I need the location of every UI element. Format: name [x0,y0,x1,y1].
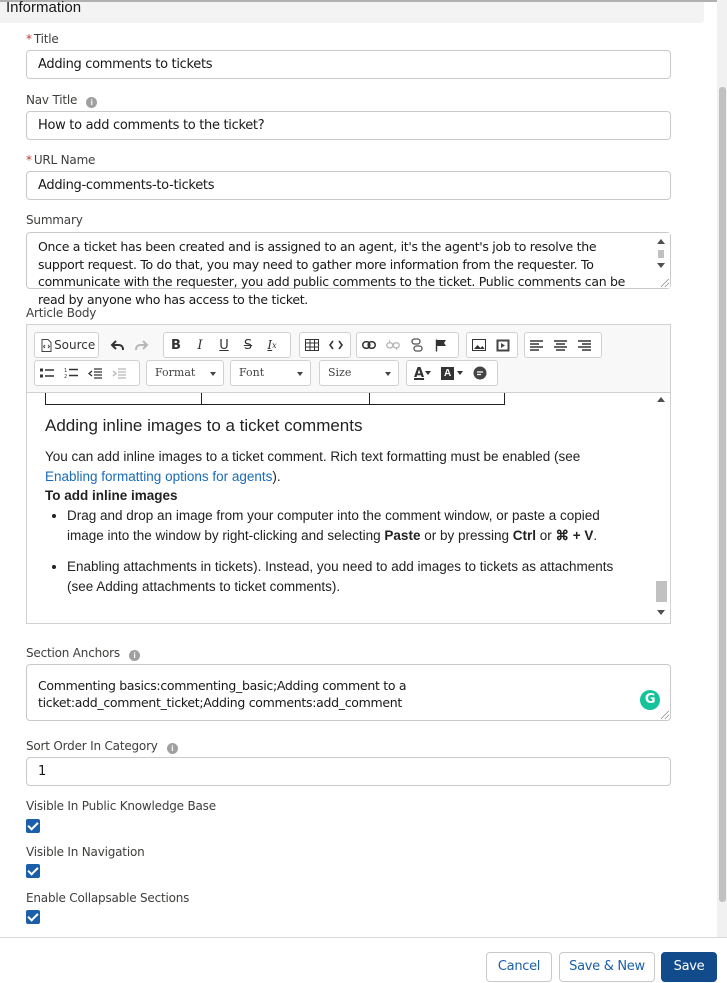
visible-navigation-label: Visible In Navigation [26,845,145,859]
url-name-label [26,153,95,167]
section-header-information[interactable] [0,2,704,23]
comment-bubble-icon[interactable] [469,361,491,385]
media-group [466,332,518,358]
grammarly-icon[interactable]: G [640,690,660,710]
anchor-link-icon[interactable] [405,333,429,357]
code-icon[interactable] [324,333,348,357]
sort-order-label [26,739,178,754]
nav-title-input[interactable]: How to add comments to the ticket? [26,111,671,140]
editor-scrollbar[interactable] [653,393,670,623]
source-button[interactable] [34,332,99,358]
unlink-icon[interactable] [381,333,405,357]
sort-order-input[interactable]: 1 [26,757,671,786]
editor-paragraph [45,447,625,487]
list-item-text: or [536,528,556,543]
list-indent-group [34,360,140,386]
visible-public-kb-label: Visible In Public Knowledge Base [26,799,216,813]
section-anchors-label-text: Section Anchors [26,646,120,660]
svg-text:2: 2 [64,374,68,380]
enable-collapsable-label: Enable Collapsable Sections [26,891,190,905]
bulleted-list-icon[interactable] [35,361,59,385]
cancel-button[interactable]: Cancel [486,952,552,982]
svg-text:1: 1 [64,368,68,374]
align-right-icon[interactable] [573,333,597,357]
required-marker: * [26,32,32,46]
insert-group [299,332,351,358]
size-select[interactable] [319,360,399,386]
editor-heading: Adding inline images to a ticket comments [45,416,363,435]
info-icon[interactable]: i [167,743,178,754]
scroll-thumb[interactable] [656,581,667,602]
resize-grip-icon[interactable] [661,279,669,287]
link-group [356,332,459,358]
strikethrough-button[interactable]: S [243,337,253,353]
color-group [406,360,498,386]
editor-content-area[interactable] [27,393,652,623]
summary-label: Summary [26,213,83,227]
table-divider [369,393,370,405]
list-item-text: or by pressing [420,528,513,543]
scroll-down-icon[interactable] [657,610,665,615]
paragraph-text: You can add inline images to a ticket comment. Rich text formatting must be enabled (see [45,449,581,464]
list-item-text: . [593,528,598,543]
table-icon[interactable] [300,333,324,357]
required-marker: * [26,153,32,167]
font-select-label: Font [239,366,265,379]
section-anchors-label [26,646,140,661]
font-select[interactable] [230,360,311,386]
visible-public-kb-checkbox[interactable] [26,819,40,833]
size-select-label: Size [328,366,352,379]
numbered-list-icon[interactable] [59,361,83,385]
paragraph-end: ). [272,469,281,484]
underline-button[interactable]: U [219,337,229,353]
list-item-bold: Paste [384,528,421,543]
summary-textarea[interactable] [26,232,671,307]
format-select-label: Format [155,366,196,379]
rich-text-editor [26,324,671,624]
resize-grip-icon[interactable] [661,711,669,719]
list-item-bold: ⌘ + V [555,528,594,543]
list-item-text: Drag and drop an image from your computer into the comment window, or paste a copied image into the window by right-clicking and selecting [67,508,600,543]
scroll-up-icon[interactable] [657,397,665,402]
video-icon[interactable] [491,333,515,357]
align-center-icon[interactable] [549,333,573,357]
save-and-new-button[interactable]: Save & New [559,952,655,982]
enabling-formatting-link[interactable]: Enabling formatting options for agents [45,469,273,484]
enable-collapsable-checkbox[interactable] [26,910,40,924]
list-item: • Enabling attachments in tickets). Instead, you need to add images to tickets as attachments (see Adding attachments to ticket comments). [67,557,629,597]
summary-text: Once a ticket has been created and is assigned to an agent, it's the agent's job to resolve the support request. To do that, you may need to gather more information from the requester. To communicate with the requester, you add public comments to the ticket. Public comments can be read by anyone who has access to the ticket. [38,239,626,307]
text-color-button[interactable]: A [414,365,425,381]
undo-icon[interactable] [105,333,129,357]
article-body-label: Article Body [26,306,97,320]
format-select[interactable] [146,360,224,386]
scroll-up-icon[interactable] [657,239,665,244]
chevron-down-icon [457,371,463,375]
scroll-down-icon[interactable] [657,263,665,268]
background-color-button[interactable]: A [441,367,454,380]
chevron-down-icon [385,372,391,376]
page-scroll-thumb[interactable] [719,87,726,902]
section-anchors-textarea[interactable] [26,664,671,721]
indent-icon[interactable] [107,361,131,385]
table-divider [201,393,202,405]
title-input[interactable]: Adding comments to tickets [26,50,671,79]
chevron-down-icon [210,372,216,376]
chevron-down-icon [425,371,431,375]
section-title: Information [6,0,82,16]
page-scrollbar[interactable] [717,0,727,937]
url-name-label-text: URL Name [33,153,96,167]
editor-toolbar [27,325,670,393]
source-label: Source [54,338,96,352]
save-button[interactable]: Save [661,952,717,982]
basic-styles-group [163,332,291,358]
info-icon[interactable]: i [86,97,97,108]
sort-order-label-text: Sort Order In Category [26,739,158,753]
flag-anchor-icon[interactable] [429,333,453,357]
nav-title-label-text: Nav Title [26,93,78,107]
editor-bullet-list [49,506,629,608]
title-label [26,32,59,46]
align-group [524,332,602,358]
bold-button[interactable]: B [171,337,181,353]
editor-bold-heading: To add inline images [45,488,178,503]
history-group [104,332,156,358]
table-fragment [45,393,505,405]
list-item [67,506,629,546]
visible-navigation-checkbox[interactable] [26,864,40,878]
section-anchors-text: Commenting basics:commenting_basic;Adding comment to a ticket:add_comment_ticket;Adding comments:add_comment [38,678,407,710]
title-label-text: Title [33,32,59,46]
chevron-down-icon [297,372,303,376]
source-icon [35,333,53,357]
info-icon[interactable]: i [129,650,140,661]
redo-icon[interactable] [129,333,153,357]
modal-footer [0,937,727,983]
scroll-thumb[interactable] [658,250,664,258]
list-item-bold: Ctrl [512,528,536,543]
link-icon[interactable] [357,333,381,357]
align-left-icon[interactable] [525,333,549,357]
url-name-input[interactable]: Adding-comments-to-tickets [26,171,671,200]
outdent-icon[interactable] [83,361,107,385]
italic-button[interactable]: I [197,337,203,353]
nav-title-label [26,93,97,108]
image-icon[interactable] [467,333,491,357]
remove-format-button[interactable]: I x [267,338,277,352]
